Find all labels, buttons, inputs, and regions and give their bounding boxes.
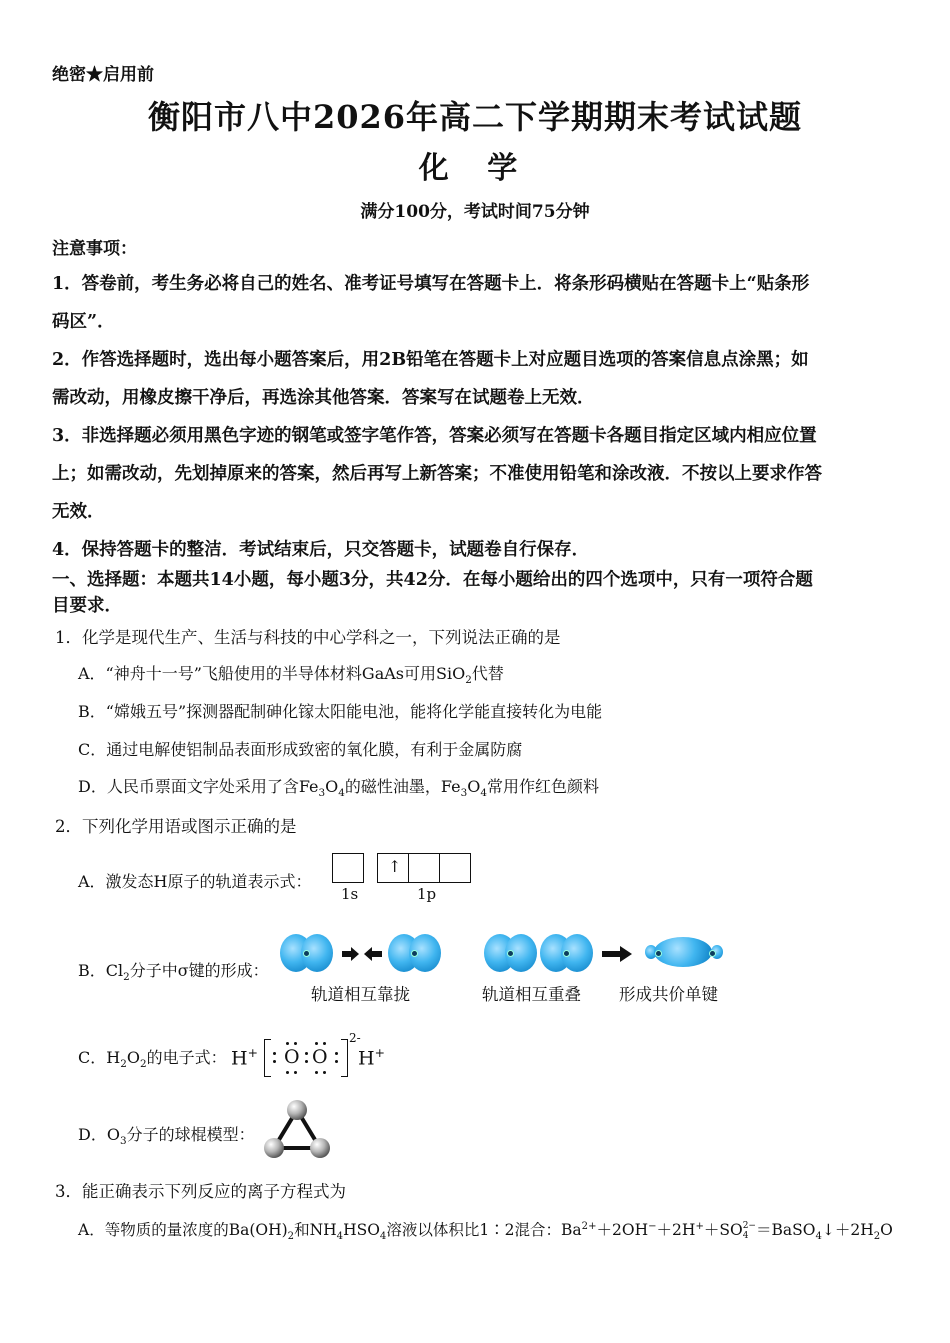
- bond-step1-label: 轨道相互靠拢: [311, 985, 410, 1004]
- note-3-line3: 无效．: [52, 502, 105, 522]
- lewis-o-1: O: [284, 1046, 300, 1068]
- approach-arrow-right-head-icon: [351, 947, 359, 961]
- approach-arrow-left-head-icon: [364, 947, 372, 961]
- electron-dot: [286, 1071, 289, 1074]
- nucleus-icon: [303, 950, 310, 957]
- orbital-1p-box-2: [408, 853, 440, 883]
- electron-dot: [315, 1071, 318, 1074]
- q2-option-d-label: D．$O_3$分子的球棍模型：: [78, 1125, 255, 1148]
- electron-dot: [294, 1042, 297, 1045]
- bracket-right-icon: [341, 1039, 348, 1077]
- orbital-1s-box: [332, 853, 364, 883]
- electron-dot: [323, 1042, 326, 1045]
- q1-option-a: A．“神舟十一号”飞船使用的半导体材料GaAs可用SiO$_2$代替: [78, 664, 504, 687]
- q1-option-b: B．“嫦娥五号”探测器配制砷化镓太阳能电池，能将化学能直接转化为电能: [78, 702, 603, 721]
- oxygen-atom-ball-icon: [310, 1138, 330, 1158]
- electron-dot: [335, 1060, 338, 1063]
- approach-arrow-left-icon: [372, 951, 382, 957]
- nucleus-icon: [655, 950, 662, 957]
- exam-title: 衡阳市八中2026年高二下学期期末考试试题: [147, 98, 803, 136]
- electron-dot: [273, 1052, 276, 1055]
- lewis-o-2: O: [312, 1046, 328, 1068]
- oxygen-atom-ball-icon: [264, 1138, 284, 1158]
- score-info: 满分100分，考试时间75分钟: [360, 202, 590, 222]
- note-2-line2: 需改动，用橡皮擦干净后，再选涂其他答案．答案写在试题卷上无效．: [52, 388, 595, 408]
- q3-stem: 3．能正确表示下列反应的离子方程式为: [55, 1182, 346, 1201]
- spin-up-arrow-icon: ↑: [388, 857, 402, 876]
- note-2-line1: 2．作答选择题时，选出每小题答案后，用2B铅笔在答题卡上对应题目选项的答案信息点涂黑；如: [52, 350, 809, 370]
- electron-dot: [305, 1052, 308, 1055]
- sigma-bond-lobe-icon: [654, 937, 712, 967]
- q1-option-d: D．人民币票面文字处采用了含$Fe_3O_4$的磁性油墨，$Fe_3O_4$常用作红色颜料: [78, 777, 599, 800]
- electron-dot: [305, 1060, 308, 1063]
- result-arrow-head-icon: [620, 946, 632, 962]
- result-arrow-shaft-icon: [602, 951, 622, 957]
- section1-heading-line2: 目要求．: [52, 596, 122, 616]
- q2-option-b-label: B．$Cl_2$分子中σ键的形成：: [78, 961, 269, 984]
- note-1-line2: 码区”．: [52, 312, 115, 332]
- electron-dot: [315, 1042, 318, 1045]
- notes-title: 注意事项：: [52, 239, 137, 259]
- note-1-line1: 1．答卷前，考生务必将自己的姓名、准考证号填写在答题卡上．将条形码横贴在答题卡上“贴条形: [52, 274, 810, 294]
- q1-stem: 1．化学是现代生产、生活与科技的中心学科之一，下列说法正确的是: [55, 628, 561, 647]
- section1-heading-line1: 一、选择题：本题共14小题，每小题3分，共42分．在每小题给出的四个选项中，只有一项符合题: [52, 570, 813, 590]
- q2-option-a-label: A．激发态H原子的轨道表示式：: [78, 872, 312, 891]
- electron-dot: [294, 1071, 297, 1074]
- bond-step3-label: 形成共价单键: [619, 985, 718, 1004]
- nucleus-icon: [709, 950, 716, 957]
- nucleus-icon: [563, 950, 570, 957]
- q2-option-c-label: C．$H_2O_2$的电子式：: [78, 1048, 227, 1071]
- q2-stem: 2．下列化学用语或图示正确的是: [55, 817, 297, 836]
- electron-dot: [335, 1052, 338, 1055]
- electron-dot: [286, 1042, 289, 1045]
- note-3-line1: 3．非选择题必须用黑色字迹的钢笔或签字笔作答，答案必须写在答题卡各题目指定区域内相应位置: [52, 426, 817, 446]
- bond-step2-label: 轨道相互重叠: [482, 985, 581, 1004]
- lewis-h-left: H+: [231, 1046, 258, 1070]
- orbital-1p-label: 1p: [417, 885, 437, 903]
- lewis-charge: 2-: [349, 1031, 361, 1045]
- confidential-label: 绝密★启用前: [52, 65, 154, 85]
- orbital-1p-box-3: [439, 853, 471, 883]
- lewis-h-right: H+: [358, 1046, 385, 1070]
- nucleus-icon: [507, 950, 514, 957]
- electron-dot: [273, 1060, 276, 1063]
- bracket-left-icon: [264, 1039, 271, 1077]
- subject-title: 化 学: [418, 151, 532, 186]
- note-4-line1: 4．保持答题卡的整洁．考试结束后，只交答题卡，试题卷自行保存．: [52, 540, 590, 560]
- orbital-1s-label: 1s: [341, 885, 359, 903]
- oxygen-atom-ball-icon: [287, 1100, 307, 1120]
- nucleus-icon: [411, 950, 418, 957]
- note-3-line2: 上；如需改动，先划掉原来的答案，然后再写上新答案；不准使用铅笔和涂改液．不按以上要求作答: [52, 464, 822, 484]
- q3-option-a: A．等物质的量浓度的$Ba(OH)_2$和$NH_4HSO_4$溶液以体积比1∶2混合：$Ba^{2+}+2OH^-+2H^++SO$ 2− 4 $=BaSO_4↓+2H_2O$: [78, 1220, 893, 1243]
- q1-option-c: C．通过电解使铝制品表面形成致密的氧化膜，有利于金属防腐: [78, 740, 523, 759]
- electron-dot: [323, 1071, 326, 1074]
